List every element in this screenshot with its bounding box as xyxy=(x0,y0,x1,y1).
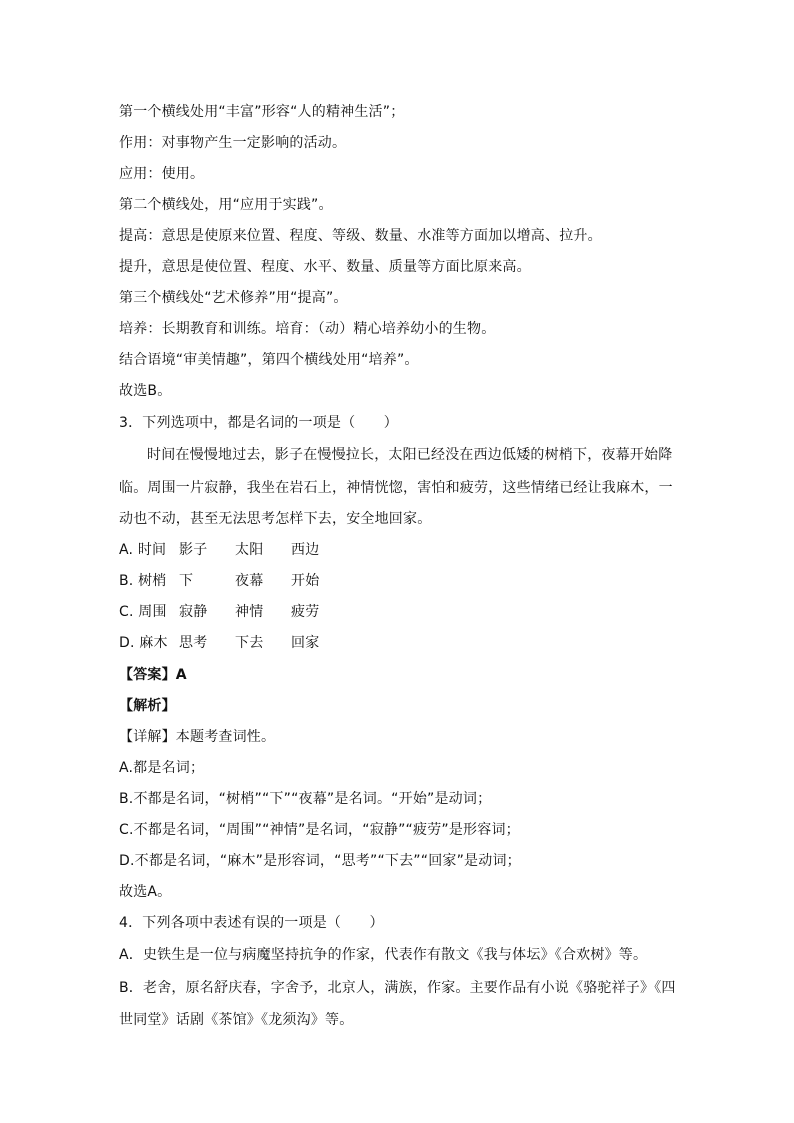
option-b xyxy=(119,571,347,591)
option-word: 开始 xyxy=(291,573,320,589)
option-word: 夜幕 xyxy=(235,573,264,589)
conclusion-line: 故选B。 xyxy=(119,383,172,399)
option-word: B. 树梢 xyxy=(119,573,167,589)
question-4-stem: 4．下列各项中表述有误的一项是（ ） xyxy=(119,915,384,931)
option-word: 寂静 xyxy=(179,604,208,620)
passage-line-1: 时间在慢慢地过去，影子在慢慢拉长，太阳已经没在西边低矮的树梢下，夜幕开始降 xyxy=(147,447,673,463)
analysis-heading: 【解析】 xyxy=(119,698,176,714)
option-word: 太阳 xyxy=(235,542,264,558)
answer-label: 【答案】A xyxy=(119,667,187,683)
option-c xyxy=(119,602,347,622)
option-word: A. 时间 xyxy=(119,542,167,558)
question-4-option-b: B．老舍，原名舒庆春，字舍予，北京人，满族，作家。主要作品有小说《骆驼祥子》《四 xyxy=(119,980,676,996)
analysis-line-8: 培养：长期教育和训练。培育：（动）精心培养幼小的生物。 xyxy=(119,321,496,337)
question-4-option-a: A．史铁生是一位与病魔坚持抗争的作家，代表作有散文《我与体坛》《合欢树》等。 xyxy=(119,947,648,963)
option-word: 神情 xyxy=(235,604,264,620)
passage-line-3: 动也不动，甚至无法思考怎样下去，安全地回家。 xyxy=(119,511,432,527)
analysis-line-7: 第三个横线处“艺术修养”用“提高”。 xyxy=(119,290,348,306)
option-word: 西边 xyxy=(291,542,320,558)
option-word: C. 周围 xyxy=(119,604,167,620)
analysis-line-2: 作用：对事物产生一定影响的活动。 xyxy=(119,135,347,151)
option-word: 下去 xyxy=(235,635,264,651)
analysis-line-9: 结合语境“审美情趣”，第四个横线处用“培养”。 xyxy=(119,352,419,368)
explain-conclusion: 故选A。 xyxy=(119,884,172,900)
option-word: 思考 xyxy=(179,635,208,651)
option-d xyxy=(119,633,347,653)
explain-line-d: D.不都是名词，“麻木”是形容词，“思考”“下去”“回家”是动词； xyxy=(119,853,521,869)
passage-line-2: 临。周围一片寂静，我坐在岩石上，神情恍惚，害怕和疲劳，这些情绪已经让我麻木，一 xyxy=(119,480,673,496)
analysis-line-5: 提高：意思是使原来位置、程度、等级、数量、水准等方面加以增高、拉升。 xyxy=(119,228,602,244)
option-word: 下 xyxy=(179,573,194,589)
question-3-stem: 3．下列选项中，都是名词的一项是（ ） xyxy=(119,415,398,431)
option-word: D. 麻木 xyxy=(119,635,168,651)
detail-line: 【详解】本题考查词性。 xyxy=(119,729,276,745)
option-word: 影子 xyxy=(179,542,208,558)
option-word: 疲劳 xyxy=(291,604,320,620)
question-4-option-b-cont: 世同堂》话剧《茶馆》《龙须沟》等。 xyxy=(119,1012,354,1028)
analysis-line-3: 应用：使用。 xyxy=(119,166,205,182)
option-word: 回家 xyxy=(291,635,320,651)
explain-line-a: A.都是名词； xyxy=(119,760,205,776)
option-a xyxy=(119,540,347,560)
analysis-line-6: 提升，意思是使位置、程度、水平、数量、质量等方面比原来高。 xyxy=(119,259,531,275)
explain-line-b: B.不都是名词，“树梢”“下”“夜幕”是名词。“开始”是动词； xyxy=(119,791,492,807)
explain-line-c: C.不都是名词，“周围”“神情”是名词，“寂静”“疲劳”是形容词； xyxy=(119,822,520,838)
analysis-line-4: 第二个横线处，用“应用于实践”。 xyxy=(119,197,333,213)
analysis-line-1: 第一个横线处用“丰富”形容“人的精神生活”； xyxy=(119,104,405,120)
